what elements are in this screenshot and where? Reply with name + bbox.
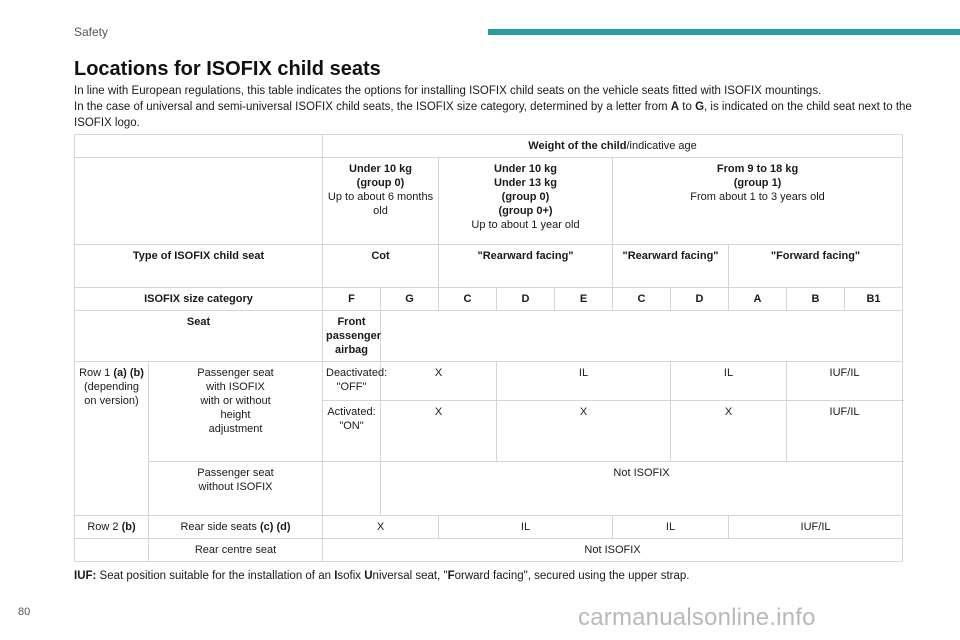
table-cell-empty [381, 311, 903, 362]
page-title: Locations for ISOFIX child seats [74, 58, 381, 80]
value-cell: IL [613, 516, 729, 539]
table-row [75, 135, 903, 158]
size-cell: C [613, 288, 671, 311]
not-isofix-cell: Not ISOFIX [323, 539, 903, 562]
weight-group-2: Under 10 kg Under 13 kg (group 0) (group 0+) Up to about 1 year old [439, 158, 613, 245]
table-row [75, 288, 903, 311]
type-label: Type of ISOFIX child seat [75, 245, 323, 288]
value-cell: IL [497, 362, 671, 401]
table-cell-empty [75, 158, 323, 245]
row2-label: Row 2 (b) [75, 516, 149, 539]
value-cell: X [323, 516, 439, 539]
passenger-seat-isofix: Passenger seat with ISOFIX with or without height adjustment [149, 362, 323, 462]
type-rearward-1: "Rearward facing" [439, 245, 613, 288]
size-letter-first: A [670, 101, 680, 113]
intro-paragraph-1: In line with European regulations, this table indicates the options for installing ISOFIX child seats on the vehicle seats fitted with ISOFIX mountings. [74, 85, 822, 97]
table-row [75, 311, 903, 362]
table-row [75, 158, 903, 245]
rear-side-seats: Rear side seats (c) (d) [149, 516, 323, 539]
size-cell: G [381, 288, 439, 311]
value-cell: X [381, 401, 497, 462]
size-category-label: ISOFIX size category [75, 288, 323, 311]
size-cell: D [497, 288, 555, 311]
size-cell: F [323, 288, 381, 311]
value-cell: IL [671, 362, 787, 401]
airbag-deactivated: Deactivated: "OFF" [323, 362, 381, 401]
value-cell: IUF/IL [787, 401, 903, 462]
size-cell: E [555, 288, 613, 311]
section-header: Safety [74, 25, 109, 39]
table-row [75, 362, 903, 401]
size-cell: A [729, 288, 787, 311]
value-cell: IUF/IL [729, 516, 903, 539]
table-cell-empty [75, 539, 149, 562]
isofix-table [74, 134, 903, 562]
value-cell: IUF/IL [787, 362, 903, 401]
weight-group-3: From 9 to 18 kg (group 1) From about 1 to 3 years old [613, 158, 903, 245]
page-number: 80 [18, 606, 31, 618]
size-letter-last: G [695, 101, 705, 113]
size-cell: D [671, 288, 729, 311]
passenger-seat-no-isofix: Passenger seat without ISOFIX [149, 462, 323, 516]
table-row [75, 462, 903, 516]
weight-header: Weight of the child/indicative age [323, 135, 903, 158]
footnote-iuf: IUF: Seat position suitable for the installation of an Isofix Universal seat, "Forward facing", secured using the upper strap. [74, 570, 690, 582]
type-rearward-2: "Rearward facing" [613, 245, 729, 288]
intro-text-part: to [679, 101, 696, 113]
value-cell: IL [439, 516, 613, 539]
table-cell-empty [75, 135, 323, 158]
table-cell-empty [323, 462, 381, 516]
size-cell: C [439, 288, 497, 311]
size-cell: B1 [845, 288, 903, 311]
rear-centre-seat: Rear centre seat [149, 539, 323, 562]
type-forward: "Forward facing" [729, 245, 903, 288]
seat-header: Seat [75, 311, 323, 362]
value-cell: X [381, 362, 497, 401]
intro-text [74, 83, 914, 131]
airbag-activated: Activated: "ON" [323, 401, 381, 462]
table-row [75, 539, 903, 562]
watermark: carmanualsonline.info [578, 604, 816, 631]
type-cot: Cot [323, 245, 439, 288]
value-cell: X [497, 401, 671, 462]
intro-text-part: , is indicated on the child seat next to the ISOFIX logo. [74, 101, 912, 129]
header-accent-bar [488, 29, 960, 35]
table-row [75, 516, 903, 539]
table-row [75, 245, 903, 288]
intro-paragraph-2 [74, 99, 914, 131]
size-cell: B [787, 288, 845, 311]
airbag-header: Front passenger airbag [323, 311, 381, 362]
not-isofix-cell: Not ISOFIX [381, 462, 903, 516]
intro-text-part: In the case of universal and semi-universal ISOFIX child seats, the ISOFIX size category, determined by a letter from [74, 101, 671, 113]
value-cell: X [671, 401, 787, 462]
row1-label: Row 1 (a) (b) (depending on version) [75, 362, 149, 516]
weight-group-1: Under 10 kg (group 0) Up to about 6 months old [323, 158, 439, 245]
